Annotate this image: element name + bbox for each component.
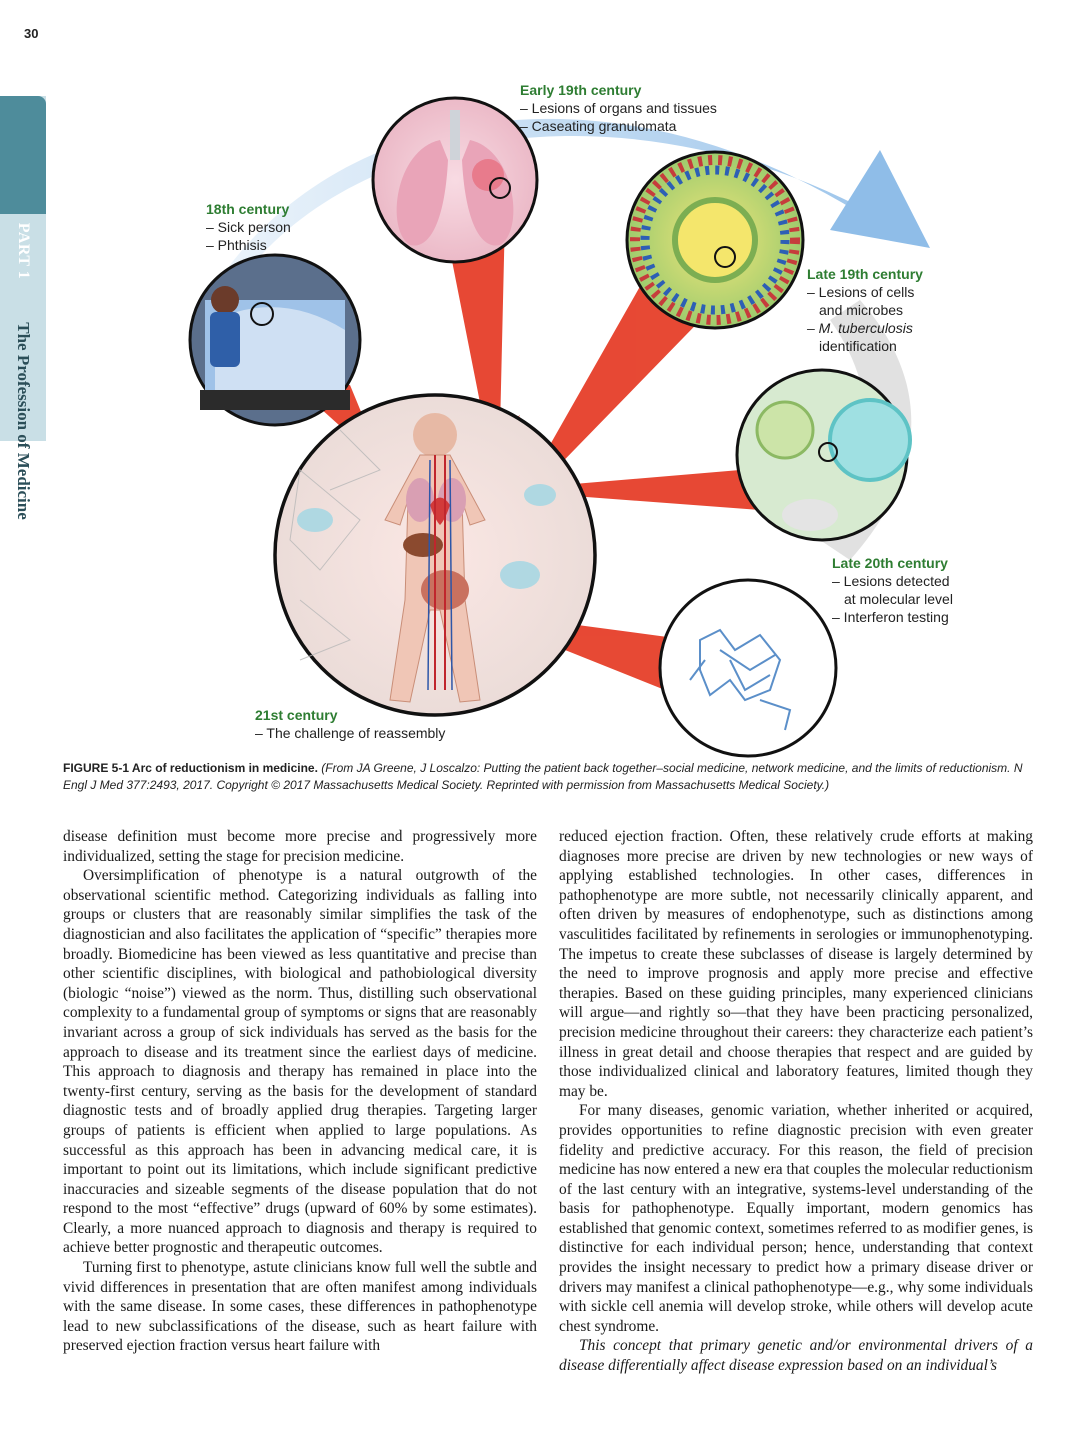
macrophage-illustration bbox=[737, 370, 910, 540]
part-label: PART 1 bbox=[15, 222, 32, 280]
paragraph: For many diseases, genomic variation, whether inherited or acquired, provides opportunities to refine diagnostic precision with even greater fidelity and predictive accuracy. For this reason, the field of precision medicine has now entered a new era that couples the molecular reductionism of the last century with an integrative, systems-level understanding of the basis for pathophenotype. Equally important, modern genomics has established that genomic context, sometimes referred to as modifier genes, is distinctive for each individual person; hence, understanding that context provides the insight necessary to predict how a primary disease driver or drivers may manifest a clinical pathophenotype—e.g., why some individuals with sickle cell anemia will develop stroke, while others will develop acute chest syndrome. bbox=[559, 1102, 1033, 1335]
paragraph: Turning first to phenotype, astute clinicians know full well the subtle and vivid differences in presentation that are often manifest among individuals with the same disease. In some cases, these differences in pathophenotype lead to new subclassifications of the disease, such as heart failure with preserved ejection fraction versus heart failure with bbox=[63, 1259, 537, 1355]
era-18th: 18th century bbox=[206, 201, 290, 217]
body-column-left bbox=[63, 827, 537, 1356]
label-item: – Sick person bbox=[206, 219, 291, 235]
molecule-illustration bbox=[660, 580, 836, 756]
arc-arrowhead bbox=[830, 150, 930, 248]
label-item: – Lesions detected bbox=[832, 573, 950, 589]
cells-illustration bbox=[627, 152, 803, 328]
caption-source: (From JA Greene, J Loscalzo: Putting the patient back together–social medicine, network medicine, and the limits of reductionism. N Engl J Med 377:2493, 2017. Copyright © 2017 Massachusetts Medical Society. Reprinted with permission from Massachusetts Medical Society.) bbox=[63, 761, 1023, 792]
caption-label: FIGURE 5-1 Arc of reductionism in medicine. bbox=[63, 761, 318, 775]
label-item: identification bbox=[819, 338, 897, 354]
label-18th-century bbox=[206, 200, 291, 254]
page-number: 30 bbox=[24, 26, 39, 41]
paragraph: reduced ejection fraction. Often, these relatively crude efforts at making diagnoses more precise are driven by new technologies or new ways of applying established technologies. In other cases, differences in pathophenotype are more subtle, not necessarily clinically apparent, and often driven by measures of endophenotype, such as distinctions among vasculitides facilitated by refinements in serologies or immunophenotyping. The impetus to create these subclasses of disease is largely determined by the need to improve prognosis and apply more precise and effective therapies. Based on these guiding principles, many experienced clinicians will argue—and rightly so—that they have been practicing personalized, precision medicine throughout their careers: they characterize each patient’s illness in great detail and choose therapies that respect and are guided by those individualized clinical and laboratory features, limited though they may be. bbox=[559, 828, 1033, 1100]
label-late-19th-century bbox=[807, 265, 923, 355]
paragraph: Oversimplification of phenotype is a natural outgrowth of the observational scientific method. Categorizing individuals as falling into groups or clusters that are reasonably similar simplifies the task of the diagnostician and also facilitates the application of “specific” therapies more broadly. Biomedicine has been viewed as less quantitative and precise than other scientific disciplines, with biological and pathobiological diversity (biologic “noise”) viewed as the norm. Thus, distilling such observational complexity to a fundamental group of symptoms or signs that are reasonably invariant across a group of sick individuals has served as the basis for the approach to disease and its treatment since the earliest days of medicine. This approach to diagnosis and therapy has remained in place into the twenty-first century, serving as the basis for the development of standard diagnostic tests and of broadly applied drug therapies. Targeting larger groups of patients is efficient when applied to large populations. As successful as this approach has been in advancing medical care, it is important to point out its limitations, which include significant predictive inaccuracies and sizeable segments of the disease population that do not respond to the most “effective” drugs (upward of 60% by some estimates). Clearly, a more nuanced approach to diagnosis and therapy is required to achieve better prognostic and therapeutic outcomes. bbox=[63, 867, 537, 1257]
label-item: – The challenge of reassembly bbox=[255, 725, 446, 741]
label-item: – Lesions of cells bbox=[807, 284, 915, 300]
section-label: The Profession of Medicine bbox=[14, 322, 33, 520]
label-late-20th-century bbox=[832, 554, 953, 626]
label-item: – M. tuberculosis bbox=[807, 320, 913, 336]
label-item: – Interferon testing bbox=[832, 609, 949, 625]
sick-person-illustration bbox=[190, 255, 360, 425]
era-late-20th: Late 20th century bbox=[832, 555, 948, 571]
label-item: at molecular level bbox=[844, 591, 953, 607]
label-item: and microbes bbox=[819, 302, 904, 318]
lungs-illustration bbox=[373, 98, 537, 262]
figure-caption bbox=[63, 760, 1038, 794]
human-body-illustration bbox=[275, 395, 595, 715]
label-item: – Lesions of organs and tissues bbox=[520, 100, 717, 116]
era-late-19th: Late 19th century bbox=[807, 266, 923, 282]
body-column-right bbox=[559, 827, 1033, 1376]
label-item: – Caseating granulomata bbox=[520, 118, 677, 134]
paragraph: This concept that primary genetic and/or environmental drivers of a disease differentially affect disease expression based on an individual’s bbox=[559, 1337, 1033, 1375]
label-item: – Phthisis bbox=[206, 237, 267, 253]
era-early-19th: Early 19th century bbox=[520, 82, 642, 98]
era-21st: 21st century bbox=[255, 707, 338, 723]
label-early-19th-century bbox=[520, 81, 717, 135]
paragraph: disease definition must become more precise and progressively more individualized, setting the stage for precision medicine. bbox=[63, 828, 537, 865]
label-21st-century bbox=[255, 706, 445, 742]
